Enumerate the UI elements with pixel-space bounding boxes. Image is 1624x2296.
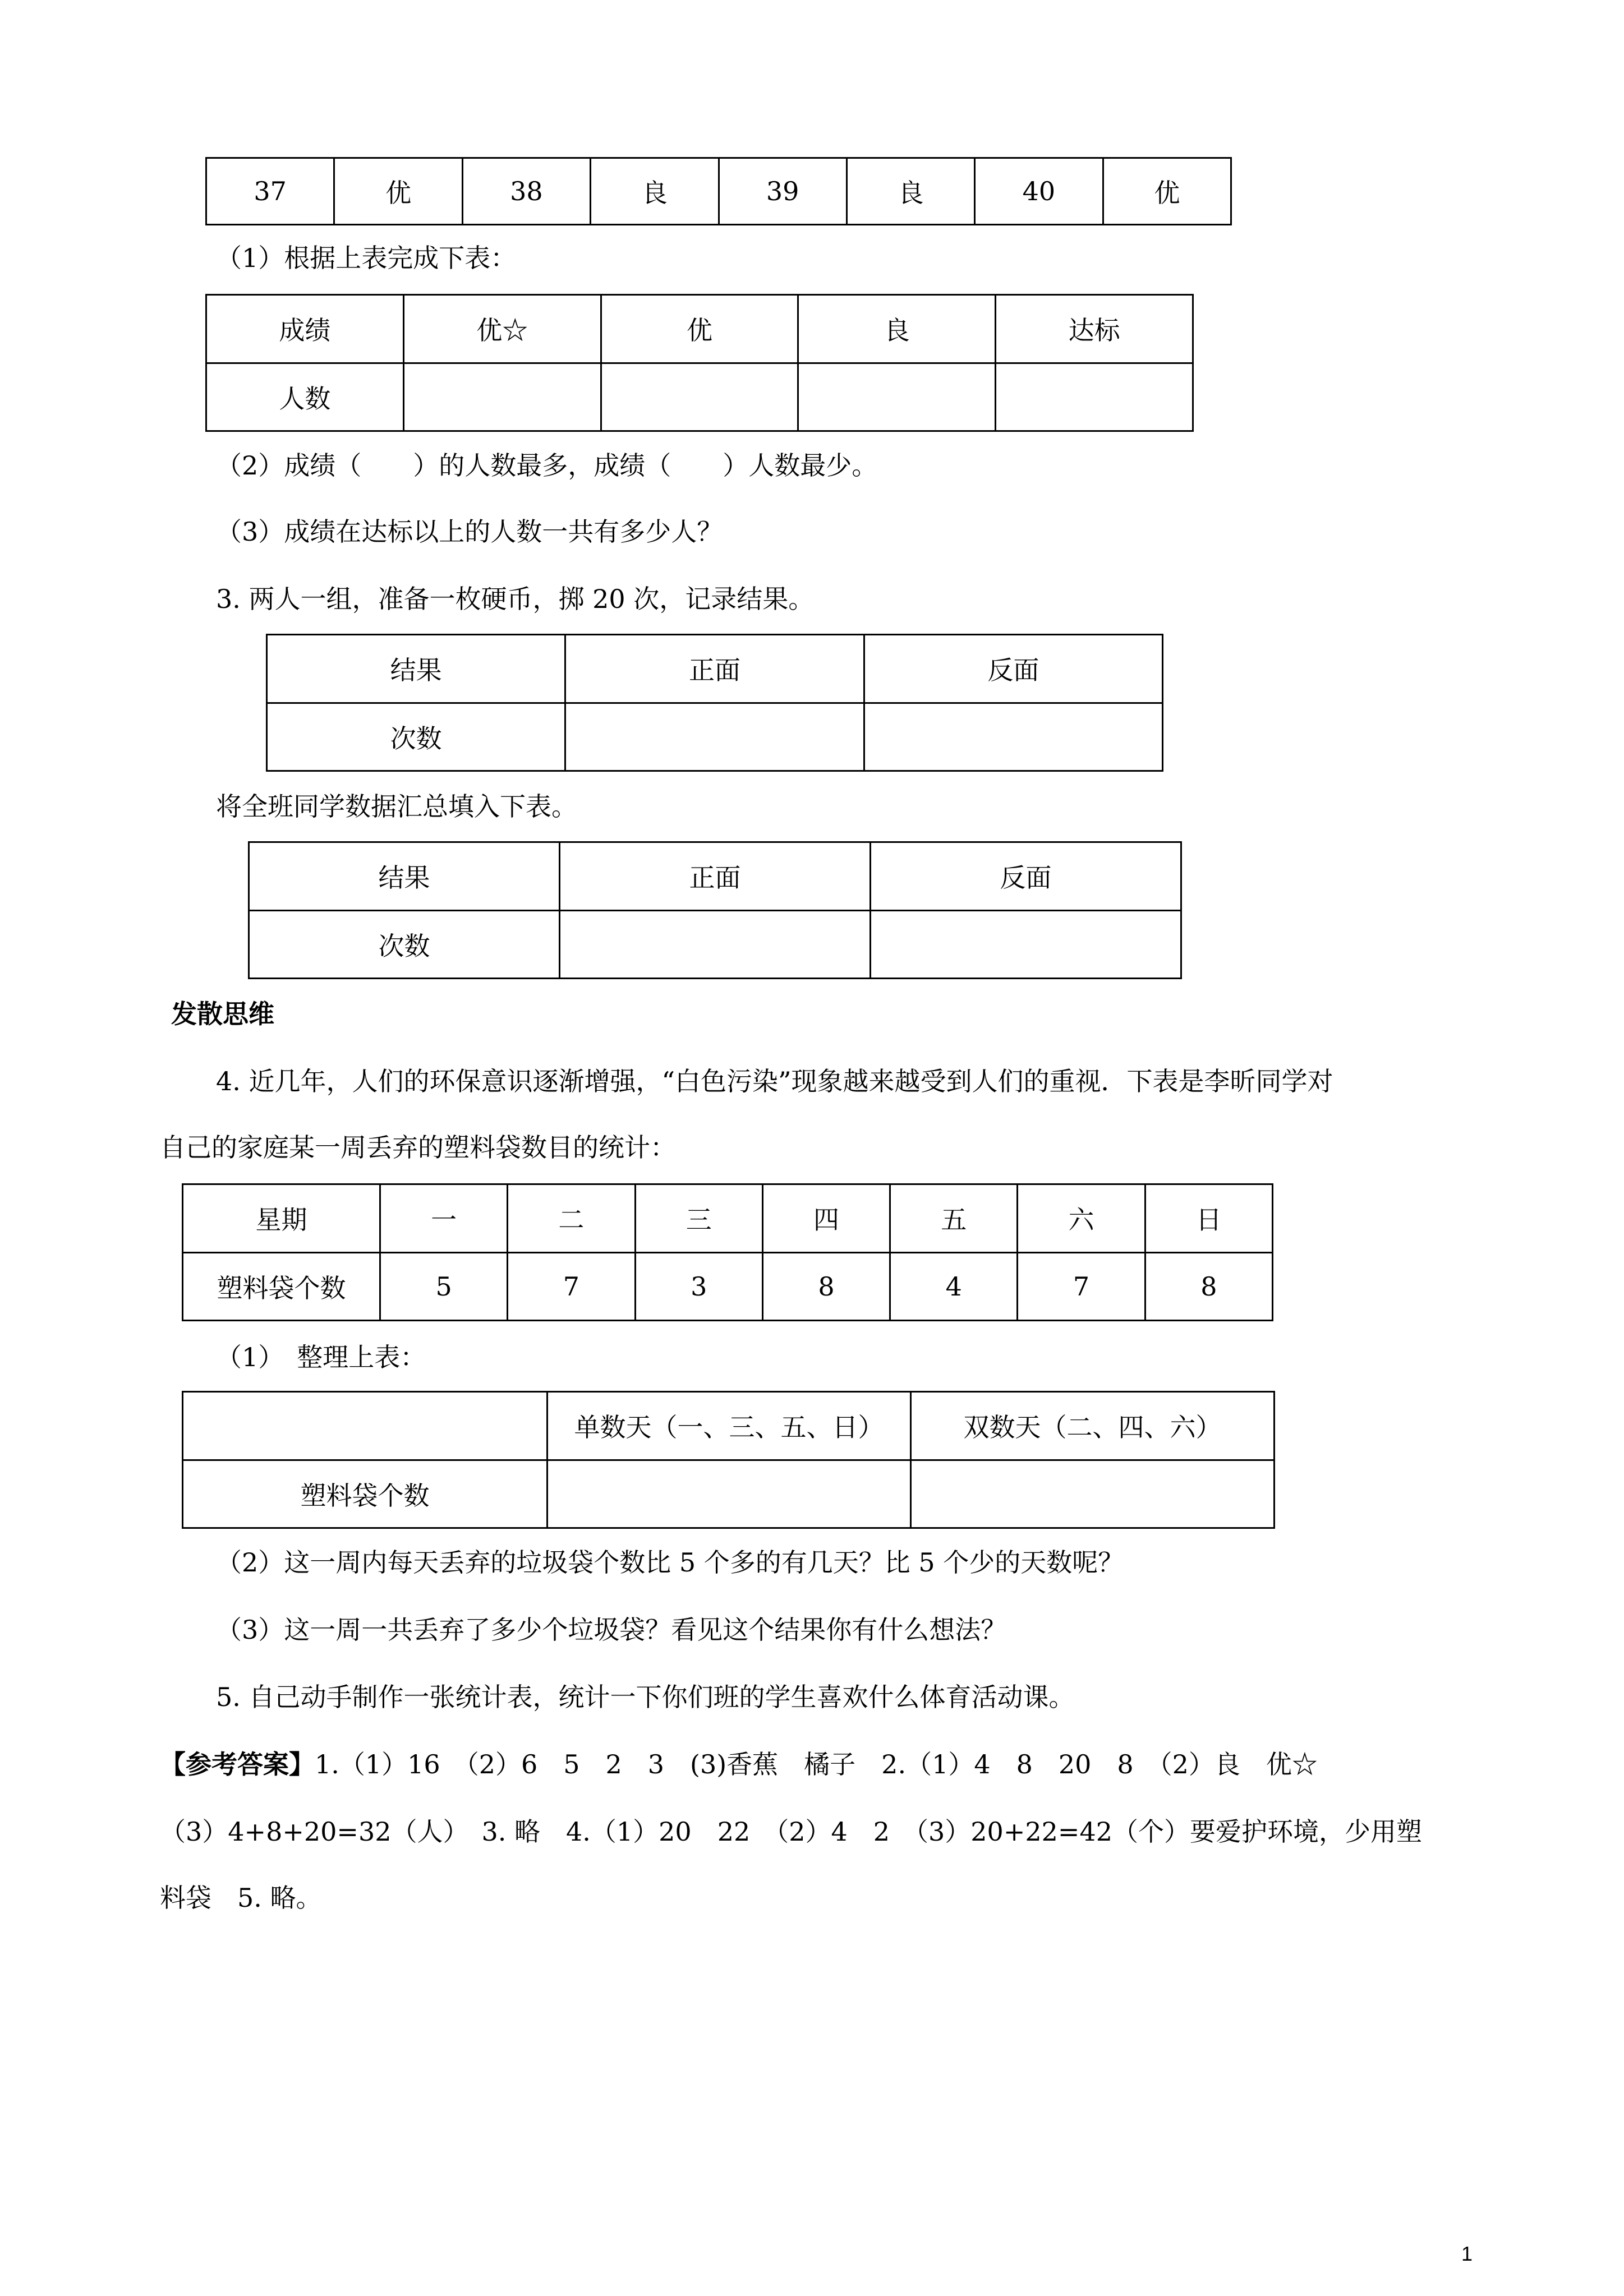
table-row: [183, 1252, 1273, 1321]
table-cell-blank: [798, 363, 996, 431]
table-header-cell: 六: [1018, 1184, 1145, 1253]
problem-3-text: 3. 两人一组，准备一枚硬币，掷 20 次，记录结果。: [216, 584, 815, 614]
grades-table: [205, 157, 1232, 225]
coin-table-2: [248, 841, 1182, 979]
table-cell: 7: [508, 1252, 635, 1321]
question-1-intro: （1）根据上表完成下表：: [216, 243, 517, 273]
table-row: [267, 635, 1163, 703]
table-row: [249, 842, 1181, 911]
table-row-label: 塑料袋个数: [183, 1252, 380, 1321]
table-header-cell-empty: [183, 1392, 548, 1460]
table-header-cell: 优☆: [403, 295, 601, 363]
table-row-label: 塑料袋个数: [183, 1460, 548, 1528]
table-row-label: 次数: [249, 910, 560, 979]
table-row: [206, 363, 1193, 431]
table-cell: 8: [762, 1252, 890, 1321]
table-header-cell: 良: [798, 295, 996, 363]
table-cell: 38: [462, 158, 590, 225]
table-cell-blank: [996, 363, 1193, 431]
table-cell: 良: [846, 158, 974, 225]
table-header-cell: 星期: [183, 1184, 380, 1253]
table-cell: 5: [380, 1252, 508, 1321]
grade-summary-table: [205, 294, 1194, 432]
coin-table-1: [266, 634, 1163, 772]
table-header-cell: 优: [601, 295, 798, 363]
table-header-cell: 反面: [871, 842, 1181, 911]
table-cell-blank: [560, 910, 871, 979]
problem-4-question-1: （1） 整理上表：: [216, 1342, 426, 1372]
problem-4-line-1: 4. 近几年，人们的环保意识逐渐增强，“白色污染”现象越来越受到人们的重视．下表是李昕同学对: [216, 1066, 1333, 1096]
table-header-cell: 五: [890, 1184, 1018, 1253]
table-cell: 40: [975, 158, 1103, 225]
problem-4-question-3: （3）这一周一共丢弃了多少个垃圾袋？看见这个结果你有什么想法？: [216, 1615, 1007, 1645]
table-cell-blank: [565, 703, 864, 771]
table-header-cell: 日: [1145, 1184, 1272, 1253]
table-header-cell: 三: [635, 1184, 762, 1253]
plastic-bags-summary-table: [182, 1391, 1275, 1529]
table-header-cell: 二: [508, 1184, 635, 1253]
table-header-cell: 结果: [267, 635, 565, 703]
question-2-text: （2）成绩（ ）的人数最多，成绩（ ）人数最少。: [216, 450, 878, 481]
answers-label: 【参考答案】: [160, 1749, 315, 1779]
table-header-cell: 反面: [864, 635, 1162, 703]
table-row: [183, 1392, 1275, 1460]
table-cell-blank: [864, 703, 1162, 771]
table-row: [249, 910, 1181, 979]
problem-5-text: 5. 自己动手制作一张统计表，统计一下你们班的学生喜欢什么体育活动课。: [216, 1682, 1075, 1712]
table-cell: 7: [1018, 1252, 1145, 1321]
table-cell: 8: [1145, 1252, 1272, 1321]
table-cell: 优: [1103, 158, 1231, 225]
table-cell-blank: [871, 910, 1181, 979]
table-cell-blank: [403, 363, 601, 431]
table-cell-blank: [601, 363, 798, 431]
table-header-cell: 结果: [249, 842, 560, 911]
table-row: [206, 295, 1193, 363]
problem-4-line-2: 自己的家庭某一周丢弃的塑料袋数目的统计：: [160, 1132, 676, 1163]
question-3-text: （3）成绩在达标以上的人数一共有多少人？: [216, 517, 723, 547]
table-header-cell: 单数天（一、三、五、日）: [548, 1392, 911, 1460]
table-row: [267, 703, 1163, 771]
answers-line-2: （3）4+8+20=32（人） 3. 略 4.（1）20 22 （2）4 2 （3）20+22=42（个）要爱护环境，少用塑: [160, 1816, 1422, 1847]
table-cell-blank: [548, 1460, 911, 1528]
table-cell: 37: [206, 158, 334, 225]
table-header-cell: 成绩: [206, 295, 404, 363]
table-header-cell: 一: [380, 1184, 508, 1253]
plastic-bags-table: [182, 1183, 1273, 1321]
table-header-cell: 正面: [560, 842, 871, 911]
table-cell: 良: [591, 158, 719, 225]
answers-line-1: [160, 1748, 1318, 1781]
problem-4-question-2: （2）这一周内每天丢弃的垃圾袋个数比 5 个多的有几天？比 5 个少的天数呢？: [216, 1547, 1124, 1578]
table-cell: 4: [890, 1252, 1018, 1321]
table-cell: 3: [635, 1252, 762, 1321]
table-row: [206, 158, 1231, 225]
table-header-cell: 达标: [996, 295, 1193, 363]
page-number: 1: [1461, 2242, 1473, 2265]
table-header-cell: 正面: [565, 635, 864, 703]
table-cell-blank: [911, 1460, 1275, 1528]
table-row-label: 次数: [267, 703, 565, 771]
table-row: [183, 1460, 1275, 1528]
section-title: 发散思维: [171, 999, 274, 1029]
answers-line-3: 料袋 5. 略。: [160, 1883, 322, 1913]
table-cell: 39: [719, 158, 846, 225]
table-header-cell: 四: [762, 1184, 890, 1253]
table-row: [183, 1184, 1273, 1253]
summary-intro: 将全班同学数据汇总填入下表。: [216, 791, 577, 822]
table-row-label: 人数: [206, 363, 404, 431]
answers-text-1: 1.（1）16 （2）6 5 2 3 (3)香蕉 橘子 2.（1）4 8 20 8 （2）良 优☆: [315, 1749, 1318, 1779]
table-cell: 优: [334, 158, 462, 225]
table-header-cell: 双数天（二、四、六）: [911, 1392, 1275, 1460]
